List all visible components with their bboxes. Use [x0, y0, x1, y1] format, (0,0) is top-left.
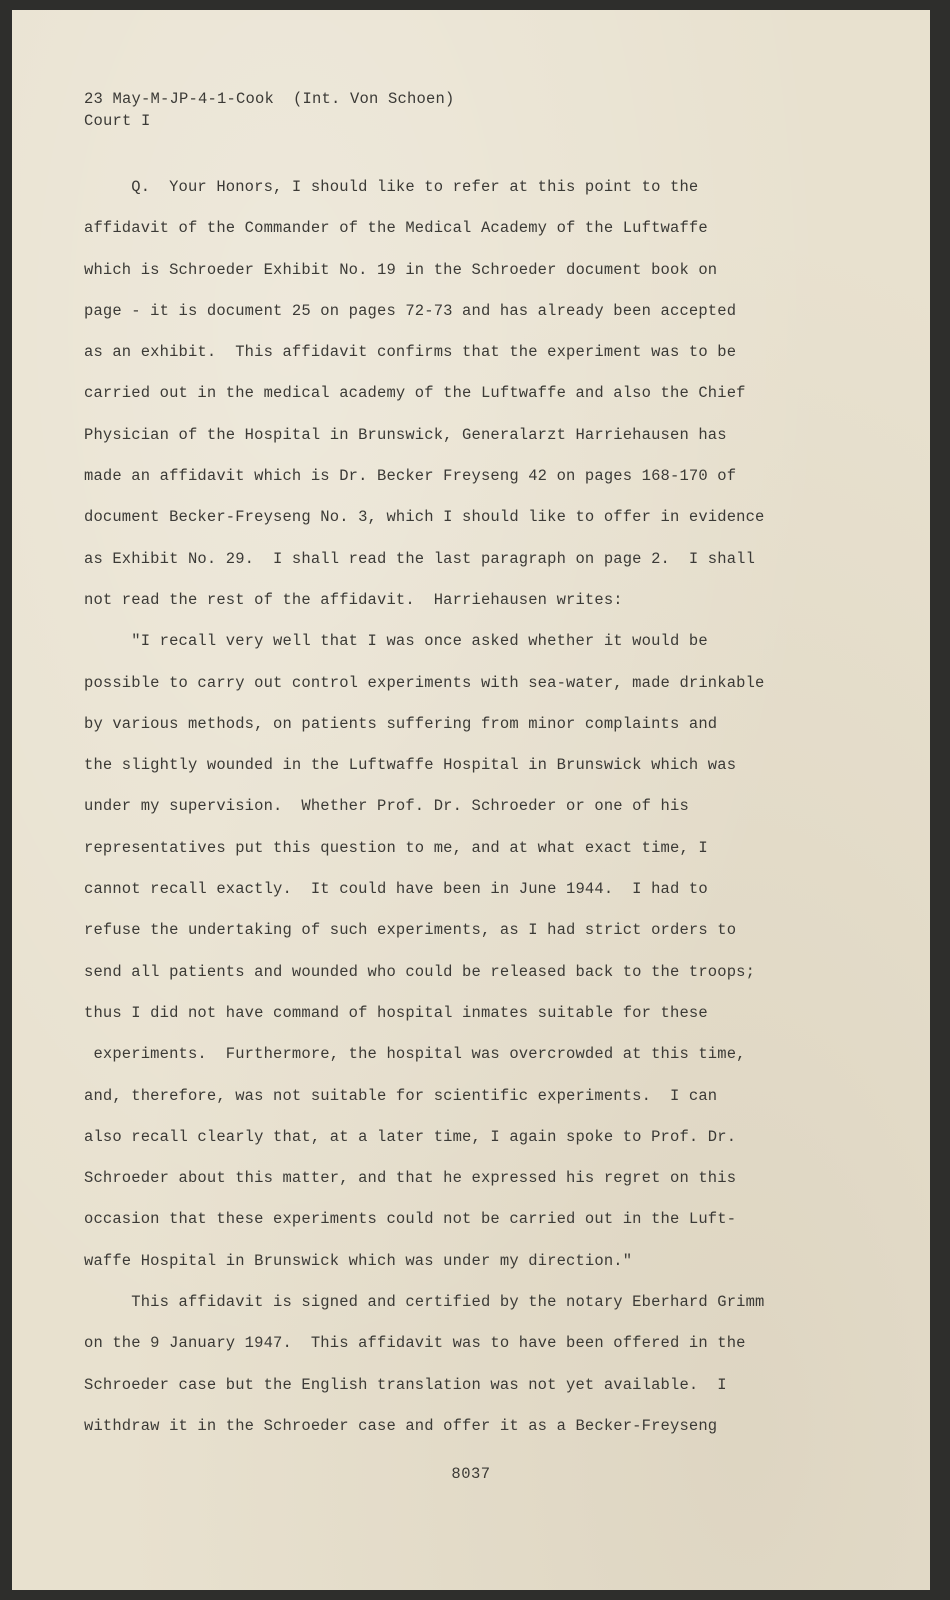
transcript-line: Schroeder about this matter, and that he expressed his regret on this [84, 1169, 737, 1188]
transcript-line: which is Schroeder Exhibit No. 19 in the Schroeder document book on [84, 260, 718, 279]
document-page [12, 10, 930, 1590]
transcript-line: withdraw it in the Schroeder case and offer it as a Becker-Freyseng [84, 1416, 718, 1435]
transcript-line: page - it is document 25 on pages 72-73 and has already been accepted [84, 301, 737, 320]
transcript-line: Physician of the Hospital in Brunswick, Generalarzt Harriehausen has [84, 425, 727, 444]
transcript-line: by various methods, on patients suffering from minor complaints and [84, 714, 718, 733]
transcript-line: experiments. Furthermore, the hospital was overcrowded at this time, [84, 1045, 746, 1064]
transcript-line: the slightly wounded in the Luftwaffe Hospital in Brunswick which was [84, 756, 737, 775]
transcript-line: also recall clearly that, at a later time, I again spoke to Prof. Dr. [84, 1127, 737, 1146]
transcript-body [84, 167, 854, 1447]
transcript-line: under my supervision. Whether Prof. Dr. Schroeder or one of his [84, 797, 689, 816]
transcript-line: cannot recall exactly. It could have been in June 1944. I had to [84, 880, 708, 899]
transcript-line: and, therefore, was not suitable for scientific experiments. I can [84, 1086, 718, 1105]
transcript-line: send all patients and wounded who could be released back to the troops; [84, 962, 756, 981]
transcript-line: not read the rest of the affidavit. Harriehausen writes: [84, 590, 623, 609]
transcript-line: Q. Your Honors, I should like to refer at this point to the [84, 178, 699, 196]
transcript-line: representatives put this question to me, and at what exact time, I [84, 838, 708, 857]
header-court-line: Court I [84, 112, 151, 130]
transcript-line: carried out in the medical academy of the Luftwaffe and also the Chief [84, 384, 746, 403]
transcript-line: as an exhibit. This affidavit confirms that the experiment was to be [84, 343, 737, 362]
transcript-line: waffe Hospital in Brunswick which was under my direction." [84, 1251, 633, 1270]
transcript-line: made an affidavit which is Dr. Becker Freyseng 42 on pages 168-170 of [84, 467, 737, 486]
page-number: 8037 [451, 1465, 491, 1483]
header-session-line: 23 May-M-JP-4-1-Cook (Int. Von Schoen) [84, 90, 455, 108]
transcript-line: document Becker-Freyseng No. 3, which I should like to offer in evidence [84, 508, 765, 527]
transcript-line: thus I did not have command of hospital inmates suitable for these [84, 1003, 708, 1022]
document-header [84, 88, 455, 132]
transcript-line: "I recall very well that I was once asked whether it would be [84, 632, 708, 651]
transcript-line: occasion that these experiments could not be carried out in the Luft- [84, 1210, 737, 1229]
transcript-line: as Exhibit No. 29. I shall read the last paragraph on page 2. I shall [84, 549, 756, 568]
transcript-line: on the 9 January 1947. This affidavit was to have been offered in the [84, 1334, 746, 1353]
transcript-line: possible to carry out control experiments with sea-water, made drinkable [84, 673, 765, 692]
transcript-line: affidavit of the Commander of the Medical Academy of the Luftwaffe [84, 219, 708, 238]
transcript-line: This affidavit is signed and certified by the notary Eberhard Grimm [84, 1293, 765, 1312]
transcript-line: Schroeder case but the English translation was not yet available. I [84, 1375, 727, 1394]
transcript-line: refuse the undertaking of such experiments, as I had strict orders to [84, 921, 737, 940]
